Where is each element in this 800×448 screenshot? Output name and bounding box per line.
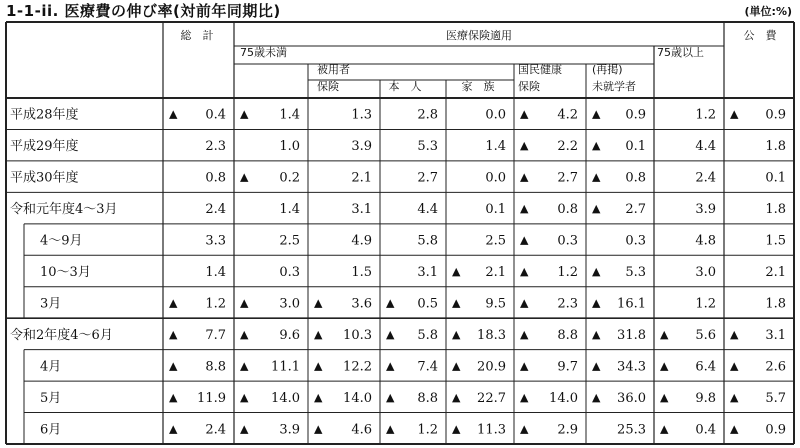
table-cell: 2.6 [765, 359, 786, 375]
table-cell: 5.8 [417, 327, 438, 343]
negative-marker: ▲ [660, 327, 669, 341]
table-cell: 0.3 [279, 265, 300, 280]
table-cell: 1.0 [279, 139, 300, 155]
table-cell: 2.7 [417, 170, 438, 186]
negative-marker: ▲ [169, 296, 178, 310]
table-cell: 1.4 [279, 107, 300, 123]
header-preschool-note: (再掲) [592, 63, 623, 76]
header-insured: 本 人 [388, 80, 422, 93]
table-cell: 3.1 [765, 327, 786, 343]
table-cell: 8.8 [205, 359, 226, 375]
table-cell: 2.4 [205, 202, 226, 218]
table-cell: 0.1 [625, 139, 646, 155]
table-cell: 0.4 [695, 422, 716, 438]
negative-marker: ▲ [730, 359, 739, 373]
negative-marker: ▲ [452, 265, 461, 278]
negative-marker: ▲ [520, 296, 529, 310]
header-family: 家 族 [461, 80, 495, 93]
negative-marker: ▲ [592, 170, 601, 184]
page-title: 1-1-ii. 医療費の伸び率(対前年同期比) [6, 2, 281, 20]
table-cell: 36.0 [617, 390, 646, 406]
negative-marker: ▲ [314, 390, 323, 404]
negative-marker: ▲ [386, 390, 395, 404]
table-cell: 0.2 [279, 170, 300, 186]
negative-marker: ▲ [452, 390, 461, 404]
negative-marker: ▲ [730, 422, 739, 436]
table-cell: 1.3 [351, 107, 372, 123]
table-cell: 7.7 [205, 327, 226, 343]
header-preschool: 未就学者 [592, 80, 636, 93]
table-cell: 0.9 [765, 422, 786, 438]
table-cell: 0.8 [557, 202, 578, 218]
negative-marker: ▲ [169, 359, 178, 373]
negative-marker: ▲ [660, 390, 669, 404]
table-cell: 1.8 [765, 296, 786, 312]
table-cell: 0.8 [625, 170, 646, 186]
negative-marker: ▲ [592, 265, 601, 278]
row-label: 令和2年度4～6月 [10, 327, 113, 343]
table-cell: 2.3 [205, 139, 226, 155]
table-cell: 5.7 [765, 390, 786, 406]
header-national-health: 国民健康 [518, 63, 562, 76]
table-cell: 2.1 [351, 170, 372, 186]
table-cell: 31.8 [617, 327, 646, 343]
table-cell: 7.4 [417, 359, 438, 375]
table-cell: 0.9 [765, 107, 786, 123]
table-cell: 11.3 [477, 422, 506, 438]
row-label: 令和元年度4～3月 [10, 202, 118, 218]
negative-marker: ▲ [520, 233, 529, 247]
unit-note: (単位:%) [744, 5, 792, 18]
table-cell: 3.9 [351, 139, 372, 155]
table-cell: 3.0 [279, 296, 300, 312]
table-cell: 0.3 [557, 233, 578, 249]
negative-marker: ▲ [592, 359, 601, 373]
table-cell: 5.3 [417, 139, 438, 155]
table-cell: 9.6 [279, 327, 300, 343]
header-national-health2: 保険 [518, 80, 540, 93]
negative-marker: ▲ [520, 202, 529, 216]
negative-marker: ▲ [452, 359, 461, 373]
table-cell: 22.7 [477, 390, 506, 406]
negative-marker: ▲ [386, 422, 395, 436]
negative-marker: ▲ [660, 359, 669, 373]
table-cell: 8.8 [417, 390, 438, 406]
header-insurance-group: 医療保険適用 [446, 29, 512, 42]
table-cell: 0.8 [205, 170, 226, 186]
table-cell: 12.2 [343, 359, 372, 375]
row-label: 10～3月 [40, 265, 91, 280]
table-cell: 0.1 [485, 202, 506, 218]
table-cell: 20.9 [477, 359, 506, 375]
table-cell: 2.5 [485, 233, 506, 249]
table-cell: 5.3 [625, 265, 646, 280]
table-cell: 25.3 [617, 422, 646, 438]
table-cell: 11.9 [197, 390, 226, 406]
row-label: 平成29年度 [10, 139, 79, 155]
table-cell: 0.1 [765, 170, 786, 186]
table-cell: 1.2 [205, 296, 226, 312]
table-cell: 4.9 [351, 233, 372, 249]
row-label: 4月 [40, 359, 62, 375]
table-cell: 11.1 [271, 359, 300, 375]
table-cell: 2.7 [625, 202, 646, 218]
negative-marker: ▲ [314, 359, 323, 373]
table-cell: 3.9 [279, 422, 300, 438]
header-over75: 75歳以上 [657, 46, 704, 59]
table-body [10, 107, 786, 438]
table-cell: 3.6 [351, 296, 372, 312]
negative-marker: ▲ [240, 170, 249, 184]
negative-marker: ▲ [592, 390, 601, 404]
table-cell: 1.2 [695, 296, 716, 312]
table-cell: 14.0 [271, 390, 300, 406]
table-cell: 5.8 [417, 233, 438, 249]
negative-marker: ▲ [520, 139, 529, 153]
table-cell: 1.8 [765, 139, 786, 155]
negative-marker: ▲ [386, 327, 395, 341]
table-cell: 34.3 [617, 359, 646, 375]
negative-marker: ▲ [240, 107, 249, 121]
table-cell: 3.1 [351, 202, 372, 218]
table-cell: 1.5 [351, 265, 372, 280]
table-cell: 0.3 [625, 233, 646, 249]
table-cell: 9.7 [557, 359, 578, 375]
table-cell: 4.4 [417, 202, 438, 218]
negative-marker: ▲ [240, 327, 249, 341]
negative-marker: ▲ [386, 296, 395, 310]
table-cell: 2.4 [695, 170, 716, 186]
table-cell: 2.3 [557, 296, 578, 312]
table-cell: 4.2 [557, 107, 578, 123]
header-under75: 75歳未満 [240, 46, 287, 59]
table-cell: 2.9 [557, 422, 578, 438]
table-cell: 1.5 [765, 233, 786, 249]
header-employee-ins2: 保険 [317, 80, 339, 93]
row-label: 6月 [40, 422, 62, 438]
negative-marker: ▲ [592, 327, 601, 341]
table-cell: 1.2 [417, 422, 438, 438]
negative-marker: ▲ [314, 422, 323, 436]
negative-marker: ▲ [452, 422, 461, 436]
negative-marker: ▲ [592, 139, 601, 153]
table-cell: 8.8 [557, 327, 578, 343]
table-cell: 2.8 [417, 107, 438, 123]
negative-marker: ▲ [452, 327, 461, 341]
negative-marker: ▲ [520, 327, 529, 341]
negative-marker: ▲ [314, 327, 323, 341]
negative-marker: ▲ [240, 422, 249, 436]
negative-marker: ▲ [592, 202, 601, 216]
table-cell: 2.1 [485, 265, 506, 280]
negative-marker: ▲ [240, 359, 249, 373]
row-label: 平成28年度 [10, 107, 79, 123]
table-cell: 1.4 [279, 202, 300, 218]
negative-marker: ▲ [730, 390, 739, 404]
negative-marker: ▲ [169, 390, 178, 404]
negative-marker: ▲ [520, 107, 529, 121]
table-cell: 3.1 [417, 265, 438, 280]
table-header [181, 28, 778, 93]
table-cell: 6.4 [695, 359, 716, 375]
table-cell: 2.4 [205, 422, 226, 438]
table-cell: 1.2 [557, 265, 578, 280]
table-cell: 1.2 [695, 107, 716, 123]
negative-marker: ▲ [386, 359, 395, 373]
row-label: 3月 [40, 296, 62, 312]
table-cell: 14.0 [343, 390, 372, 406]
table-cell: 5.6 [695, 327, 716, 343]
table-cell: 10.3 [343, 327, 372, 343]
negative-marker: ▲ [520, 359, 529, 373]
row-label: 5月 [40, 390, 62, 406]
negative-marker: ▲ [592, 296, 601, 310]
table-cell: 16.1 [617, 296, 646, 312]
negative-marker: ▲ [730, 327, 739, 341]
negative-marker: ▲ [169, 327, 178, 341]
table-cell: 2.7 [557, 170, 578, 186]
table-cell: 0.9 [625, 107, 646, 123]
table-cell: 3.0 [695, 265, 716, 280]
table-cell: 4.8 [695, 233, 716, 249]
table-cell: 0.0 [485, 170, 506, 186]
negative-marker: ▲ [520, 390, 529, 404]
negative-marker: ▲ [240, 390, 249, 404]
table-cell: 2.5 [279, 233, 300, 249]
negative-marker: ▲ [592, 107, 601, 121]
table-cell: 3.3 [205, 233, 226, 249]
header-employee-ins: 被用者 [317, 63, 350, 76]
table-cell: 0.0 [485, 107, 506, 123]
table-cell: 18.3 [477, 327, 506, 343]
table-cell: 1.4 [485, 139, 506, 155]
table-cell: 3.9 [695, 202, 716, 218]
negative-marker: ▲ [730, 107, 739, 121]
negative-marker: ▲ [520, 422, 529, 436]
row-label: 4～9月 [40, 233, 83, 249]
header-total: 総 計 [180, 29, 214, 42]
table-cell: 9.5 [485, 296, 506, 312]
table-cell: 0.4 [205, 107, 226, 123]
table-cell: 9.8 [695, 390, 716, 406]
table-cell: 1.8 [765, 202, 786, 218]
header-public: 公 費 [743, 29, 777, 42]
negative-marker: ▲ [520, 265, 529, 278]
negative-marker: ▲ [520, 170, 529, 184]
table-cell: 4.4 [695, 139, 716, 155]
table-cell: 2.1 [765, 265, 786, 280]
table-cell: 14.0 [549, 390, 578, 406]
negative-marker: ▲ [314, 296, 323, 310]
table-cell: 2.2 [557, 139, 578, 155]
table-cell: 4.6 [351, 422, 372, 438]
negative-marker: ▲ [452, 296, 461, 310]
table-cell: 1.4 [205, 265, 226, 280]
table-cell: 0.5 [417, 296, 438, 312]
negative-marker: ▲ [169, 422, 178, 436]
row-label: 平成30年度 [10, 170, 79, 186]
negative-marker: ▲ [169, 107, 178, 121]
negative-marker: ▲ [240, 296, 249, 310]
negative-marker: ▲ [660, 422, 669, 436]
